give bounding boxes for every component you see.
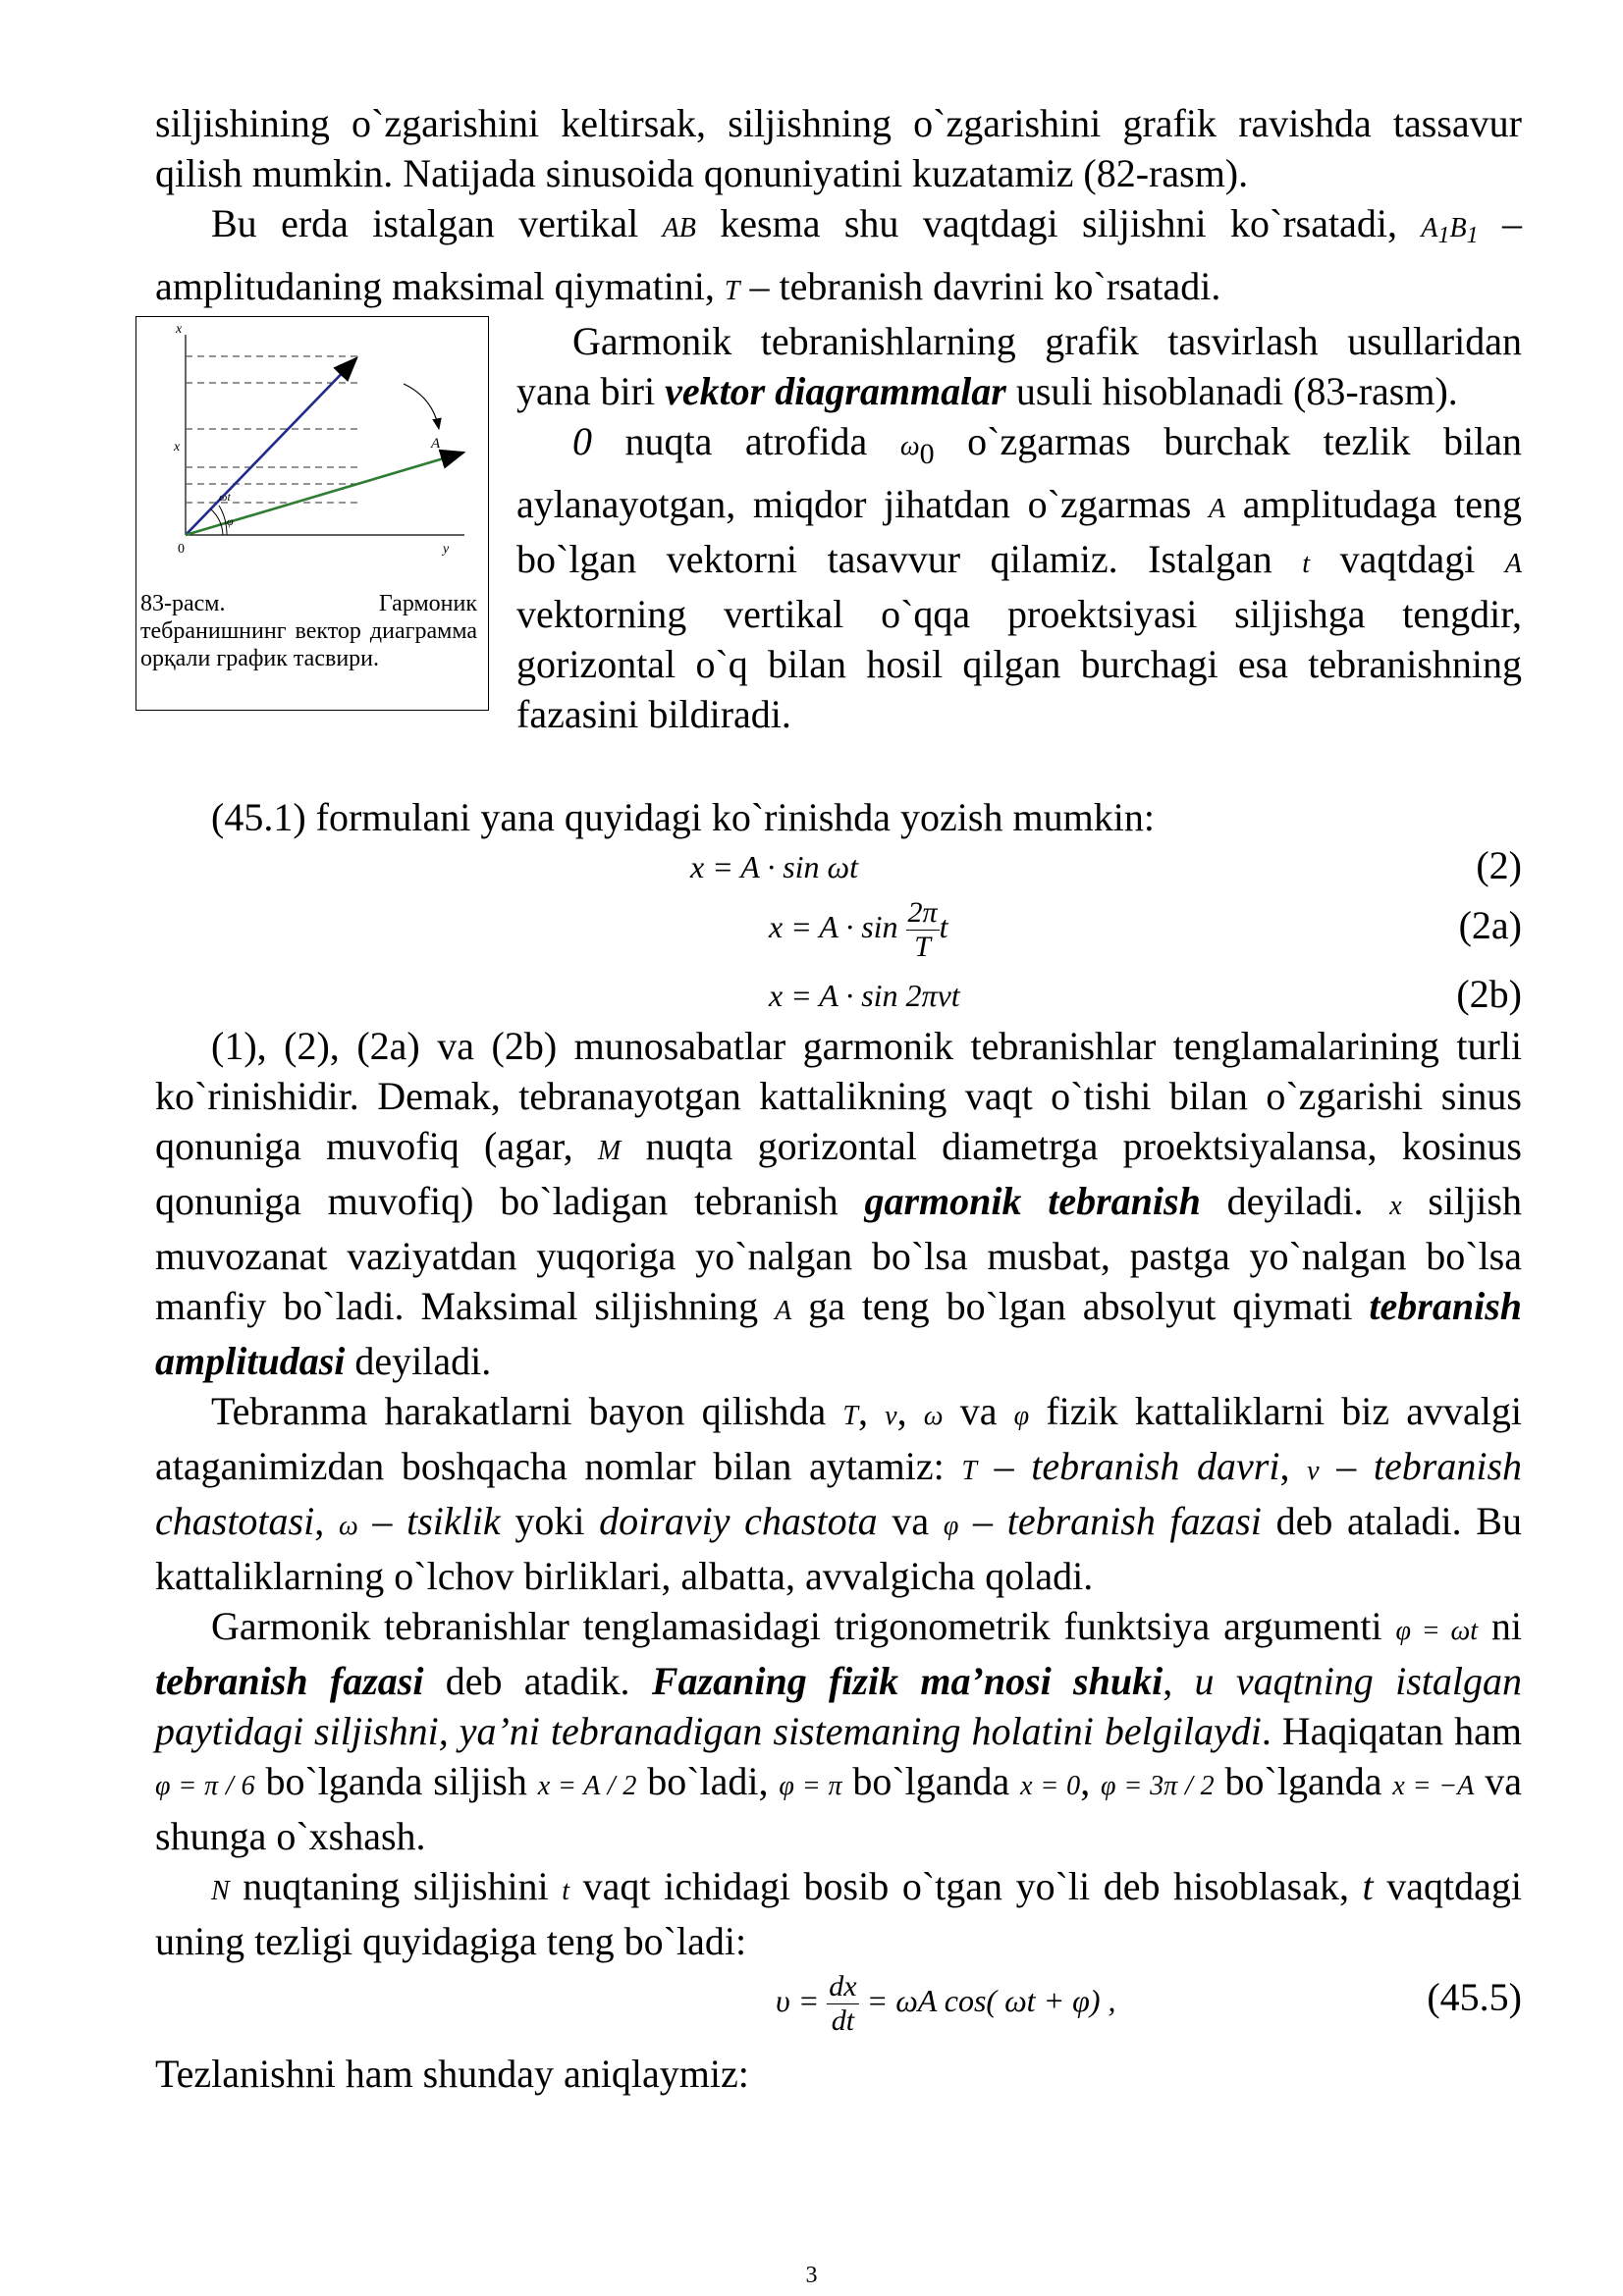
axis-x-mid-label: x	[174, 440, 181, 454]
paragraph-3: Garmonik tebranishlarning grafik tasvirlash usullaridan yana biri vektor diagrammalar usuli hisoblanadi (83-rasm).	[516, 319, 1522, 413]
paragraph-8: Garmonik tebranishlar tenglamasidagi trigonometrik funktsiya argumenti φ = ωt ni tebranish fazasi deb atadik. Fazaning fizik ma’nosi shuki, u vaqtning istalgan paytidagi siljishni, ya’ni tebranadigan sistemaning holatini belgilaydi. Haqiqatan ham φ = π / 6 bo`lganda siljish x = A / 2 bo`ladi, φ = π bo`lganda x = 0, φ = 3π / 2 bo`lganda x = −A va shunga o`xshash.	[155, 1604, 1523, 1858]
dashed-guides	[186, 356, 357, 503]
paragraph-5: (45.1) formulani yana quyidagi ko`rinishda yozish mumkin:	[211, 795, 1155, 839]
paragraph-6: (1), (2), (2a) va (2b) munosabatlar garmonik tebranishlar tenglamalarining turli ko`rinishidir. Demak, tebranayotgan kattalikning vaqt o`tishi bilan o`zgarishi sinus qonuniga muvofiq (agar, M nuqta gorizontal diametrga proektsiyalansa, kosinus qonuniga muvofiq) bo`ladigan tebranish garmonik tebranish deyiladi. x siljish muvozanat vaziyatdan yuqoriga yo`nalgan bo`lsa musbat, pastga yo`nalgan bo`lsa manfiy bo`ladi. Maksimal siljishning A ga teng bo`lgan absolyut qiymati tebranish amplitudasi deyiladi.	[155, 1024, 1523, 1383]
paragraph-7: Tebranma harakatlarni bayon qilishda T, ν, ω va φ fizik kattaliklarni biz avvalgi ataganimizdan boshqacha nomlar bilan aytamiz: T – tebranish davri, ν – tebranish chastotasi, ω – tsiklik yoki doiraviy chastota va φ – tebranish fazasi deb ataladi. Bu kattaliklarning o`lchov birliklari, albatta, avvalgicha qoladi.	[155, 1389, 1523, 1598]
paragraph-10: Tezlanishni ham shunday aniqlaymiz:	[155, 2052, 749, 2096]
paragraph-4: 0 nuqta atrofida $\omega_0$ o`zgarmas burchak tezlik bilan aylanayotgan, miqdor jihatdan o`zgarmas A amplitudaga teng bo`lgan vektorni tasavvur qilamiz. Istalgan t vaqtdagi A vektorning vertikal o`qqa proektsiyasi siljishga tengdir, gorizontal o`q bilan hosil qilgan burchagi esa tebranishning fazasini bildiradi.	[516, 419, 1523, 736]
label-phi: φ	[227, 514, 234, 528]
vector-diagram-figure	[135, 316, 489, 711]
paragraph-2: Bu erda istalgan vertikal AB kesma shu vaqtdagi siljishni ko`rsatadi, $A_1B_1$ – amplitudaning maksimal qiymatini, T – tebranish davrini ko`rsatadi.	[155, 201, 1523, 308]
label-A: A	[431, 436, 441, 452]
page-content	[140, 98, 1523, 2099]
page-number: 3	[805, 2263, 818, 2288]
angle-arc	[211, 509, 223, 535]
equation-2a: x = A · sin $\frac{2\pi}{T}$ t (2a)	[769, 896, 1522, 963]
rotation-arrow	[404, 384, 439, 429]
label-wt: ωt	[219, 490, 231, 504]
axis-y-label: y	[443, 542, 450, 557]
figure-caption: 83-расм. Гармоник тебранишнинг вектор диаграмма орқали график тасвири.	[140, 591, 477, 671]
axis-x-top-label: x	[176, 322, 183, 337]
equation-45-5: υ = $\frac{dx}{dt}$ = ωA cos( ωt + φ) , (45.5)	[776, 1970, 1522, 2037]
equation-2b: x = A · sin 2πνt (2b)	[769, 972, 1522, 1016]
paragraph-9: N nuqtaning siljishini t vaqt ichidagi bosib o`tgan yo`li deb hisoblasak, t vaqtdagi uning tezligi quyidagiga teng bo`ladi:	[155, 1864, 1522, 1963]
figure-side-text	[516, 316, 1522, 739]
figure-section	[140, 316, 1523, 745]
paragraph-1: siljishining o`zgarishini keltirsak, siljishning o`zgarishini grafik ravishda tassavur qilish mumkin. Natijada sinusoida qonuniyatini kuzatamiz (82-rasm).	[155, 101, 1522, 195]
equation-2: x = A · sin ωt (2)	[690, 843, 1522, 887]
label-origin: 0	[178, 542, 185, 557]
